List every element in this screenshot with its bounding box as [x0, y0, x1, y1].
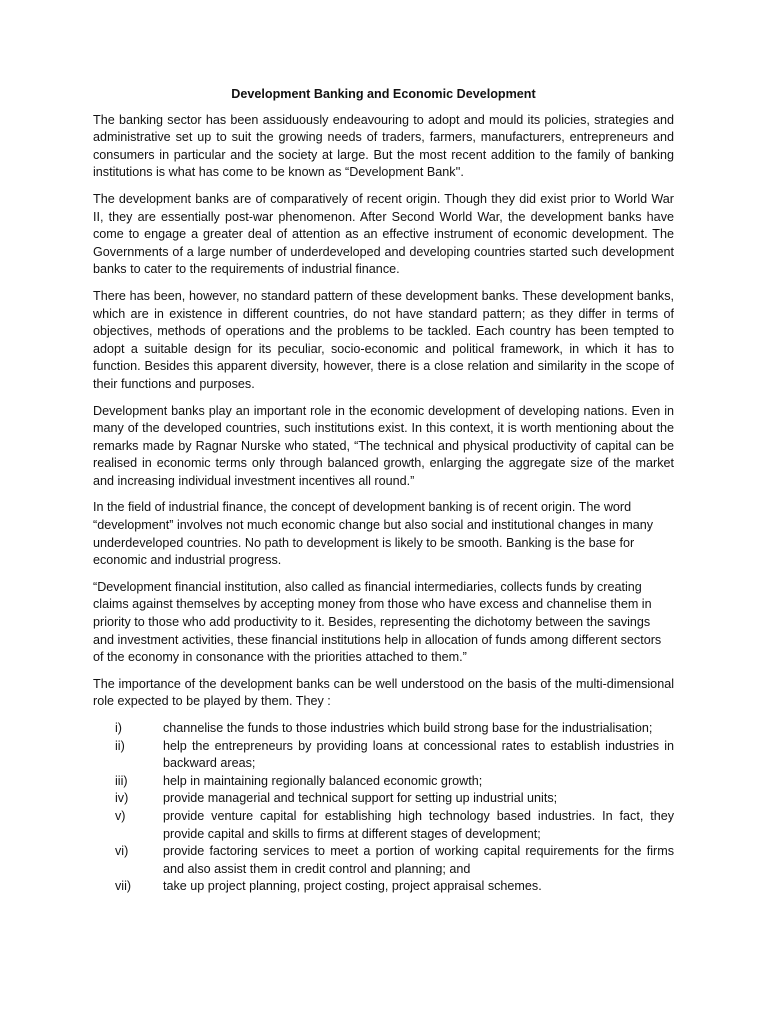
list-item-number: v): [115, 808, 126, 823]
list-item-text: provide factoring services to meet a portion of working capital requirements for the firms and also assist them in credit control and planning; and: [163, 844, 674, 876]
document-title: Development Banking and Economic Development: [231, 87, 536, 101]
list-item-number: iv): [115, 791, 129, 806]
list-item-text: provide venture capital for establishing high technology based industries. In fact, they provide capital and skills to firms at different stages of development;: [163, 808, 674, 841]
list-item-text: take up project planning, project costing, project appraisal schemes.: [163, 879, 542, 894]
paragraph-standard-pattern: There has been, however, no standard pattern of these development banks. These development banks, which are in existence in different countries, do not have standard pattern; as they differ in terms of objectives, methods of operations and the problems to be tackled. Each country has been tempted to adopt a suitable design for its peculiar, socio-economic and political framework, in which it has to function. Besides this apparent diversity, however, there is a close relation and similarity in the scope of their functions and purposes.: [93, 288, 674, 391]
list-item: [93, 808, 674, 843]
list-item-number: vi): [115, 844, 129, 859]
roles-list: [93, 720, 674, 896]
list-item-text: channelise the funds to those industries which build strong base for the industrialisation;: [163, 721, 653, 735]
paragraph-importance: The importance of the development banks can be well understood on the basis of the multi-dimensional role expected to be played by them. They :: [93, 676, 674, 709]
list-item: [93, 738, 674, 773]
list-item: [93, 790, 674, 808]
list-item-number: iii): [115, 773, 128, 788]
paragraph-industrial-finance: In the field of industrial finance, the concept of development banking is of recent origin. The word “development” involves not much economic change but also social and institutional changes in many underdeveloped countries. No path to development is likely to be smooth. Banking is the base for economic and industrial progress.: [93, 500, 654, 568]
list-item-number: ii): [115, 738, 125, 753]
list-item: [93, 878, 674, 896]
paragraph-origin: The development banks are of comparatively of recent origin. Though they did exist prior to World War II, they are essentially post-war phenomenon. After Second World War, the development banks have come to engage a greater deal of attention as an effective instrument of economic development. The Governments of a large number of underdeveloped and developing countries started such development banks to cater to the requirements of industrial finance.: [93, 191, 674, 277]
list-item-text: provide managerial and technical support for setting up industrial units;: [163, 791, 558, 806]
list-item-number: i): [115, 721, 122, 735]
paragraph-quote: “Development financial institution, also called as financial intermediaries, collects funds by creating claims against themselves by accepting money from those who have excess and channelise them in priority to those who add productivity to it. Besides, representing the dichotomy between the savings and investment activities, these financial institutions help in allocation of funds among different sectors of the economy in consonance with the priorities attached to them.”: [93, 579, 662, 665]
list-item: [93, 843, 674, 878]
list-item: [93, 720, 674, 738]
paragraph-banking-sector: The banking sector has been assiduously endeavouring to adopt and mould its policies, strategies and administrative set up to suit the growing needs of traders, farmers, manufacturers, entrepreneurs and consumers in particular and the society at large. But the most recent addition to the family of banking institutions is what has come to be known as “Development Bank''.: [93, 112, 674, 180]
list-item-text: help the entrepreneurs by providing loans at concessional rates to establish industries in backward areas;: [163, 738, 674, 771]
list-item: [93, 773, 674, 791]
document-page: [93, 86, 674, 896]
list-item-text: help in maintaining regionally balanced economic growth;: [163, 773, 483, 788]
list-item-number: vii): [115, 879, 132, 894]
paragraph-role: Development banks play an important role in the economic development of developing nations. Even in many of the developed countries, such institutions exist. In this context, it is worth mentioning about the remarks made by Ragnar Nurske who stated, “The technical and physical productivity of capital can be realised in economic terms only through balanced growth, enlarging the aggregate size of the market and increasing individual investment incentives all round.”: [93, 403, 674, 488]
